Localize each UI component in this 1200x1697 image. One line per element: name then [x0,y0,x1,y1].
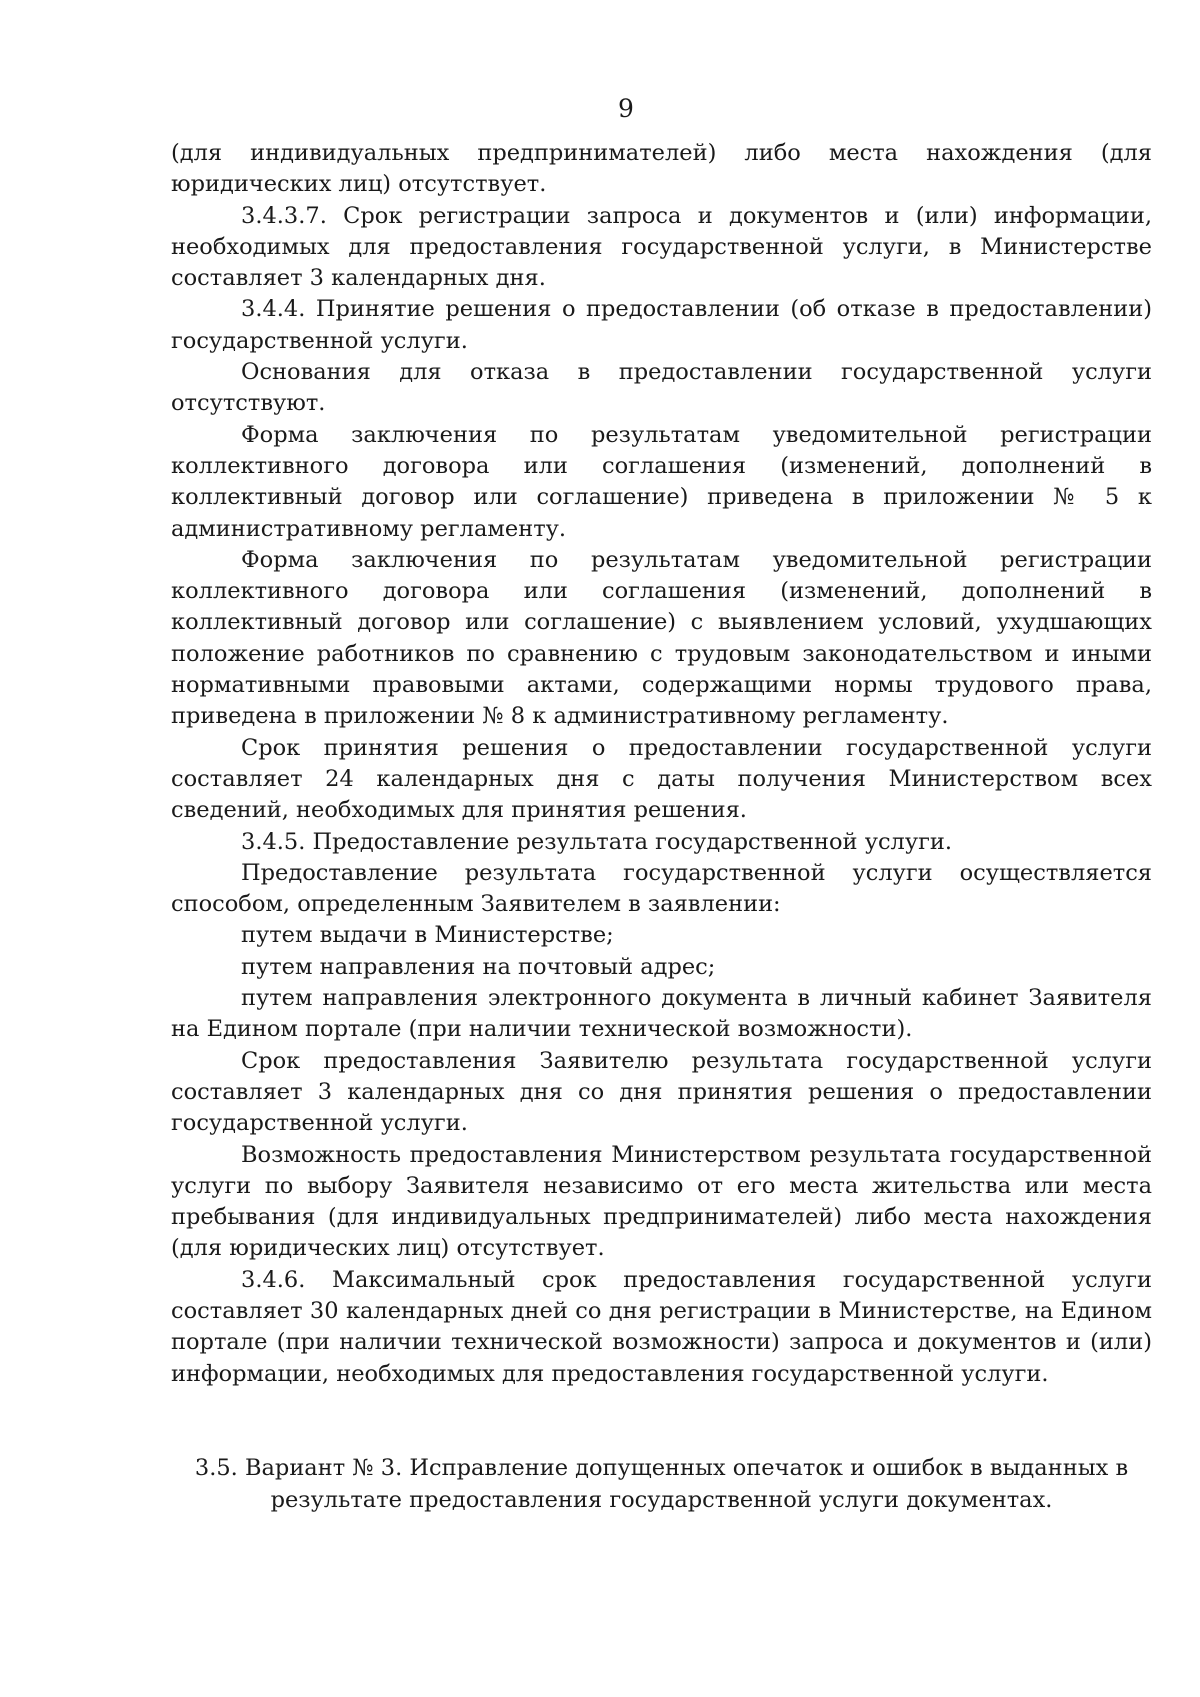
list-item-postal: путем направления на почтовый адрес; [241,953,716,980]
page-number: 9 [618,94,634,123]
document-body [171,138,1152,1390]
paragraph-3-4-6: 3.4.6. Максимальный срок предоставления государственной услуги составляет 30 календарных дней со дня регистрации в Министерстве, на Едином портале (при наличии технической возможности) запроса и документов и (или) информации, необходимых для предоставления государственной услуги. [171,1266,1152,1387]
paragraph-decision-term: Срок принятия решения о предоставлении государственной услуги составляет 24 календарных дня с даты получения Министерством всех сведений, необходимых для принятия решения. [171,734,1152,824]
paragraph-result-term: Срок предоставления Заявителю результата государственной услуги составляет 3 календарных дня со дня принятия решения о предоставлении государственной услуги. [171,1047,1152,1137]
paragraph-3-4-4: 3.4.4. Принятие решения о предоставлении (об отказе в предоставлении) государственной услуги. [171,296,1152,354]
paragraph-3-4-5: 3.4.5. Предоставление результата государственной услуги. [241,828,953,855]
paragraph-extraterritorial: Возможность предоставления Министерством результата государственной услуги по выбору Заявителя независимо от его места жительства или места пребывания (для индивидуальных предпринимателей) либо места нахождения (для юридических лиц) отсутствует. [171,1141,1152,1262]
paragraph-conclusion-form-5: Форма заключения по результатам уведомительной регистрации коллективного договора или соглашения (изменений, дополнений в коллективный договор или соглашение) приведена в приложении № 5 к административному регламенту. [171,421,1152,542]
list-item-portal: путем направления электронного документа в личный кабинет Заявителя на Едином портале (при наличии технической возможности). [171,985,1152,1043]
paragraph-3-4-3-7: 3.4.3.7. Срок регистрации запроса и документов и (или) информации, необходимых для предоставления государственной услуги, в Министерстве составляет 3 календарных дня. [171,202,1152,292]
paragraph-refusal-grounds: Основания для отказа в предоставлении государственной услуги отсутствуют. [171,359,1152,417]
paragraph-result-method: Предоставление результата государственной услуги осуществляется способом, определенным Заявителем в заявлении: [171,859,1152,918]
paragraph-conclusion-form-8: Форма заключения по результатам уведомительной регистрации коллективного договора или соглашения (изменений, дополнений в коллективный договор или соглашение) с выявлением условий, ухудшающих положение работников по сравнению с трудовым законодательством и иными нормативными правовыми актами, содержащими нормы трудового права, приведена в приложении № 8 к административному регламенту. [171,546,1152,730]
section-heading-3-5: 3.5. Вариант № 3. Исправление допущенных опечаток и ошибок в выданных в результате предоставления государственной услуги документах. [194,1455,1129,1513]
paragraph-continuation: (для индивидуальных предпринимателей) либо места нахождения (для юридических лиц) отсутствует. [171,140,1152,198]
list-item-ministry: путем выдачи в Министерстве; [241,922,614,949]
